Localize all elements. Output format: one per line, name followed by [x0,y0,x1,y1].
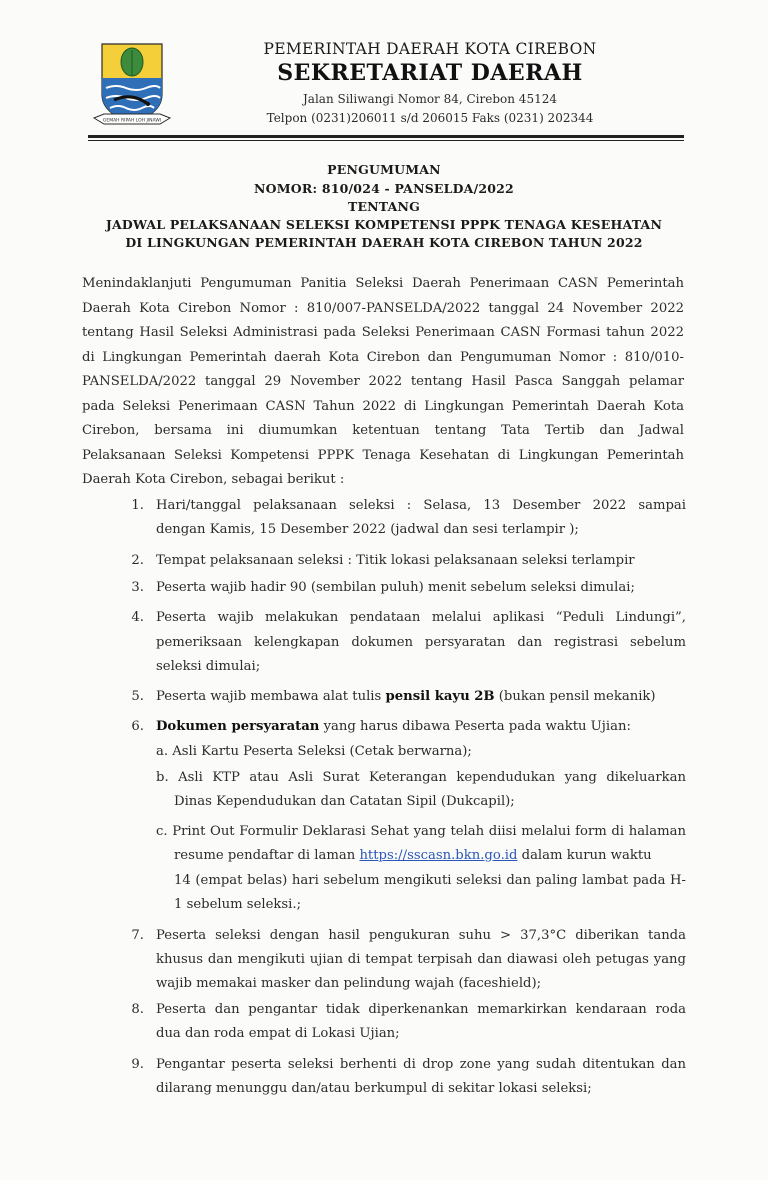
text-run: (bukan pensil mekanik) [494,689,656,704]
intro-line: PANSELDA/2022 tanggal 29 November 2022 tentang Hasil Pasca Sanggah pelamar [82,374,684,389]
list-item-text: wajib memakai masker dan pelindung wajah (faceshield); [156,976,542,991]
list-item-text [156,689,686,704]
announcement-number: NOMOR: 810/024 - PANSELDA/2022 [254,181,514,196]
list-item-text: dua dan roda empat di Lokasi Ujian; [156,1026,400,1041]
list-item-number: 6. [131,719,144,734]
letterhead [0,0,768,145]
office-address: Jalan Siliwangi Nomor 84, Cirebon 45124 [303,92,557,106]
list-item-text: Pengantar peserta seleksi berhenti di drop zone yang sudah ditentukan dan [156,1057,686,1072]
list-item-number: 7. [131,928,144,943]
cirebon-city-emblem-icon [92,38,172,130]
intro-line: tentang Hasil Seleksi Administrasi pada Seleksi Penerimaan CASN Formasi tahun 2022 [82,325,684,340]
list-item-text: Peserta wajib hadir 90 (sembilan puluh) menit sebelum seleksi dimulai; [156,580,635,595]
list-item-number: 8. [131,1002,144,1017]
list-item-number: 4. [131,610,144,625]
list-item-number: 9. [131,1057,144,1072]
office-name: SEKRETARIAT DAERAH [277,60,583,86]
sub-item-c-cont: 1 sebelum seleksi.; [174,897,302,912]
list-item-text: pemeriksaan kelengkapan dokumen persyaratan dan registrasi sebelum [156,635,686,650]
list-item-number: 3. [131,580,144,595]
intro-line: Cirebon, bersama ini diumumkan ketentuan tentang Tata Tertib dan Jadwal [82,423,684,438]
announcement-about: TENTANG [347,199,421,214]
announcement-subject-line-1: JADWAL PELAKSANAAN SELEKSI KOMPETENSI PPPK TENAGA KESEHATAN [105,217,663,232]
sub-item-b-cont: Dinas Kependudukan dan Catatan Sipil (Dukcapil); [174,794,515,809]
announcement-subject-line-2: DI LINGKUNGAN PEMERINTAH DAERAH KOTA CIREBON TAHUN 2022 [125,235,643,250]
list-item-text: dengan Kamis, 15 Desember 2022 (jadwal dan sesi terlampir ); [156,522,579,537]
sub-item-c-cont [174,848,686,863]
intro-line: Daerah Kota Cirebon, sebagai berikut : [82,472,345,487]
list-item-number: 2. [131,553,144,568]
announcement-title: PENGUMUMAN [327,162,441,177]
text-run: dalam kurun waktu [517,848,652,863]
list-item-text: Peserta wajib melakukan pendataan melalui aplikasi “Peduli Lindungi”, [156,610,686,625]
text-run: resume pendaftar di laman [174,848,360,863]
list-item-text [156,719,686,734]
text-run: yang harus dibawa Peserta pada waktu Ujian: [319,719,631,734]
text-run: Peserta wajib membawa alat tulis [156,689,386,704]
intro-line: Pelaksanaan Seleksi Kompetensi PPPK Tenaga Kesehatan di Lingkungan Pemerintah [82,448,684,463]
intro-line: Menindaklanjuti Pengumuman Panitia Seleksi Daerah Penerimaan CASN Pemerintah [82,276,684,291]
sub-item-c: c. Print Out Formulir Deklarasi Sehat yang telah diisi melalui form di halaman [156,824,686,839]
logo-motto: GEMAH RIPAH LOH JINAWI [102,118,162,124]
letterhead-divider-thick [88,135,684,138]
letterhead-divider-thin [88,140,684,141]
emphasis-text: Dokumen persyaratan [156,719,320,734]
intro-line: di Lingkungan Pemerintah daerah Kota Cirebon dan Pengumuman Nomor : 810/010- [82,350,684,365]
intro-line: pada Seleksi Penerimaan CASN Tahun 2022 di Lingkungan Pemerintah Daerah Kota [82,399,684,414]
list-item-text: Hari/tanggal pelaksanaan seleksi : Selasa, 13 Desember 2022 sampai [156,498,686,513]
sub-item-c-cont: 14 (empat belas) hari sebelum mengikuti seleksi dan paling lambat pada H- [174,873,686,888]
sub-item-b: b. Asli KTP atau Asli Surat Keterangan kependudukan yang dikeluarkan [156,770,686,785]
list-item-text: Peserta seleksi dengan hasil pengukuran suhu > 37,3°C diberikan tanda [156,928,686,943]
sscasn-link[interactable]: https://sscasn.bkn.go.id [359,848,518,863]
list-item-text: Tempat pelaksanaan seleksi : Titik lokasi pelaksanaan seleksi terlampir [156,553,635,568]
emphasis-text: pensil kayu 2B [385,689,495,704]
list-item-number: 1. [131,498,144,513]
list-item-text: seleksi dimulai; [156,659,261,674]
office-phone: Telpon (0231)206011 s/d 206015 Faks (0231) 202344 [266,111,594,125]
sub-item-a: a. Asli Kartu Peserta Seleksi (Cetak berwarna); [156,744,472,759]
list-item-number: 5. [131,689,144,704]
government-name: PEMERINTAH DAERAH KOTA CIREBON [263,40,597,58]
intro-line: Daerah Kota Cirebon Nomor : 810/007-PANSELDA/2022 tanggal 24 November 2022 [82,301,684,316]
list-item-text: dilarang menunggu dan/atau berkumpul di sekitar lokasi seleksi; [156,1081,592,1096]
list-item-text: khusus dan mengikuti ujian di tempat terpisah dan diawasi oleh petugas yang [156,952,686,967]
list-item-text: Peserta dan pengantar tidak diperkenankan memarkirkan kendaraan roda [156,1002,686,1017]
